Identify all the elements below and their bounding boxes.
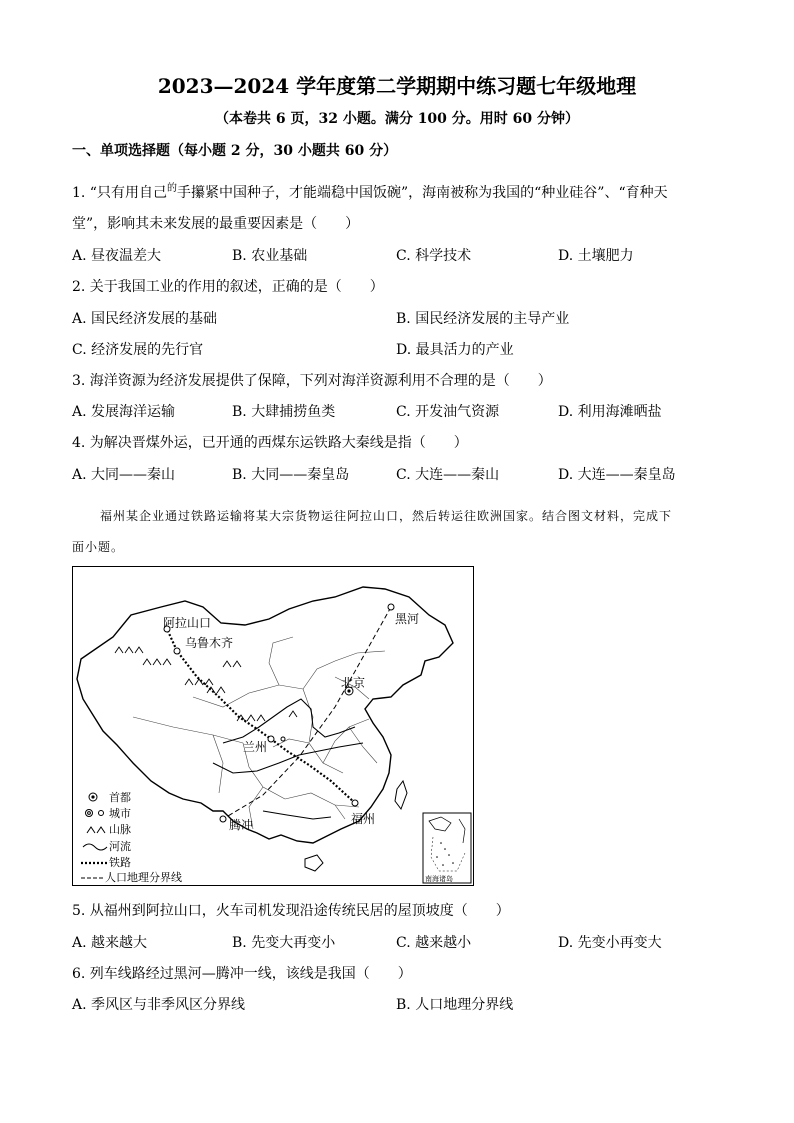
question-5-option-c[interactable]: C. 越来越小	[396, 935, 472, 951]
question-3-stem: 3. 海洋资源为经济发展提供了保障，下列对海洋资源利用不合理的是（ ）	[72, 373, 552, 389]
question-3-option-b[interactable]: B. 大肆捕捞鱼类	[232, 404, 336, 420]
legend-hu-line: 人口地理分界线	[105, 872, 182, 884]
question-1-stem	[72, 179, 668, 202]
label-heihe: 黑河	[395, 612, 420, 626]
question-4-option-d[interactable]: D. 大连——秦皇岛	[558, 467, 676, 483]
question-6-option-a[interactable]: A. 季风区与非季风区分界线	[72, 997, 246, 1013]
page-subtitle: （本卷共 6 页，32 小题。满分 100 分。用时 60 分钟）	[214, 111, 580, 127]
map-legend	[81, 790, 182, 884]
china-map-figure	[72, 566, 474, 886]
page-title: 2023—2024 学年度第二学期期中练习题七年级地理	[157, 74, 637, 98]
label-fuzhou: 福州	[351, 812, 376, 826]
label-inset: 南海诸岛	[425, 876, 453, 883]
legend-river: 河流	[109, 841, 131, 853]
question-4-option-a[interactable]: A. 大同——秦山	[72, 467, 176, 483]
taiwan-island	[395, 781, 407, 809]
passage-line-1: 福州某企业通过铁路运输将某大宗货物运往阿拉山口，然后转运往欧洲国家。结合图文材料，完成下	[100, 509, 673, 523]
legend-mountain: 山脉	[109, 824, 131, 836]
label-urumqi: 乌鲁木齐	[185, 636, 234, 650]
question-2-stem: 2. 关于我国工业的作用的叙述，正确的是（ ）	[72, 279, 384, 295]
hainan-island	[305, 855, 323, 871]
question-5-stem: 5. 从福州到阿拉山口，火车司机发现沿途传统民居的屋顶坡度（ ）	[72, 903, 510, 919]
question-1-stem-line2: 堂”，影响其未来发展的最重要因素是（ ）	[72, 216, 360, 232]
yellow-river	[223, 699, 355, 743]
pearl-river	[263, 811, 331, 819]
question-1-option-a[interactable]: A. 昼夜温差大	[72, 248, 162, 264]
question-1-option-d[interactable]: D. 土壤肥力	[558, 248, 634, 264]
legend-city: 城市	[109, 808, 131, 820]
question-6-option-b[interactable]: B. 人口地理分界线	[396, 997, 514, 1013]
section-heading: 一、单项选择题（每小题 2 分，30 小题共 60 分）	[72, 143, 398, 159]
question-5-option-b[interactable]: B. 先变大再变小	[232, 935, 336, 951]
question-2-option-a[interactable]: A. 国民经济发展的基础	[72, 311, 218, 327]
question-1-stem-sup: 的	[166, 183, 177, 194]
question-6-stem: 6. 列车线路经过黑河—腾冲一线，该线是我国（ ）	[72, 966, 412, 982]
question-1-stem-b: 手攥紧中国种子，才能端稳中国饭碗”，海南被称为我国的“种业硅谷”、“育种天	[176, 185, 668, 201]
question-1-stem-a: 1. “只有用自己	[72, 185, 167, 201]
question-1-option-b[interactable]: B. 农业基础	[232, 248, 308, 264]
question-4-stem: 4. 为解决晋煤外运，已开通的西煤东运铁路大秦线是指（ ）	[72, 435, 468, 451]
label-tengchong: 腾冲	[229, 818, 254, 832]
question-5-option-a[interactable]: A. 越来越大	[72, 935, 148, 951]
question-2-option-d[interactable]: D. 最具活力的产业	[396, 342, 514, 358]
question-3-option-c[interactable]: C. 开发油气资源	[396, 404, 500, 420]
hu-line	[223, 607, 391, 819]
south-china-sea-inset	[423, 813, 471, 883]
china-map-svg	[73, 567, 474, 886]
question-3-option-a[interactable]: A. 发展海洋运输	[72, 404, 176, 420]
question-4-option-c[interactable]: C. 大连——秦山	[396, 467, 500, 483]
label-alashankou: 阿拉山口	[163, 616, 212, 630]
legend-railway: 铁路	[109, 857, 131, 869]
label-lanzhou: 兰州	[243, 740, 268, 754]
question-4-option-b[interactable]: B. 大同——秦皇岛	[232, 467, 350, 483]
question-2-option-b[interactable]: B. 国民经济发展的主导产业	[396, 311, 570, 327]
railway-line	[167, 629, 355, 803]
question-5-option-d[interactable]: D. 先变小再变大	[558, 935, 662, 951]
question-3-option-d[interactable]: D. 利用海滩晒盐	[558, 404, 662, 420]
passage-line-2: 面小题。	[72, 540, 125, 554]
label-beijing: 北京	[341, 676, 366, 690]
question-1-option-c[interactable]: C. 科学技术	[396, 248, 472, 264]
question-2-option-c[interactable]: C. 经济发展的先行官	[72, 342, 204, 358]
legend-capital: 首都	[109, 792, 131, 804]
